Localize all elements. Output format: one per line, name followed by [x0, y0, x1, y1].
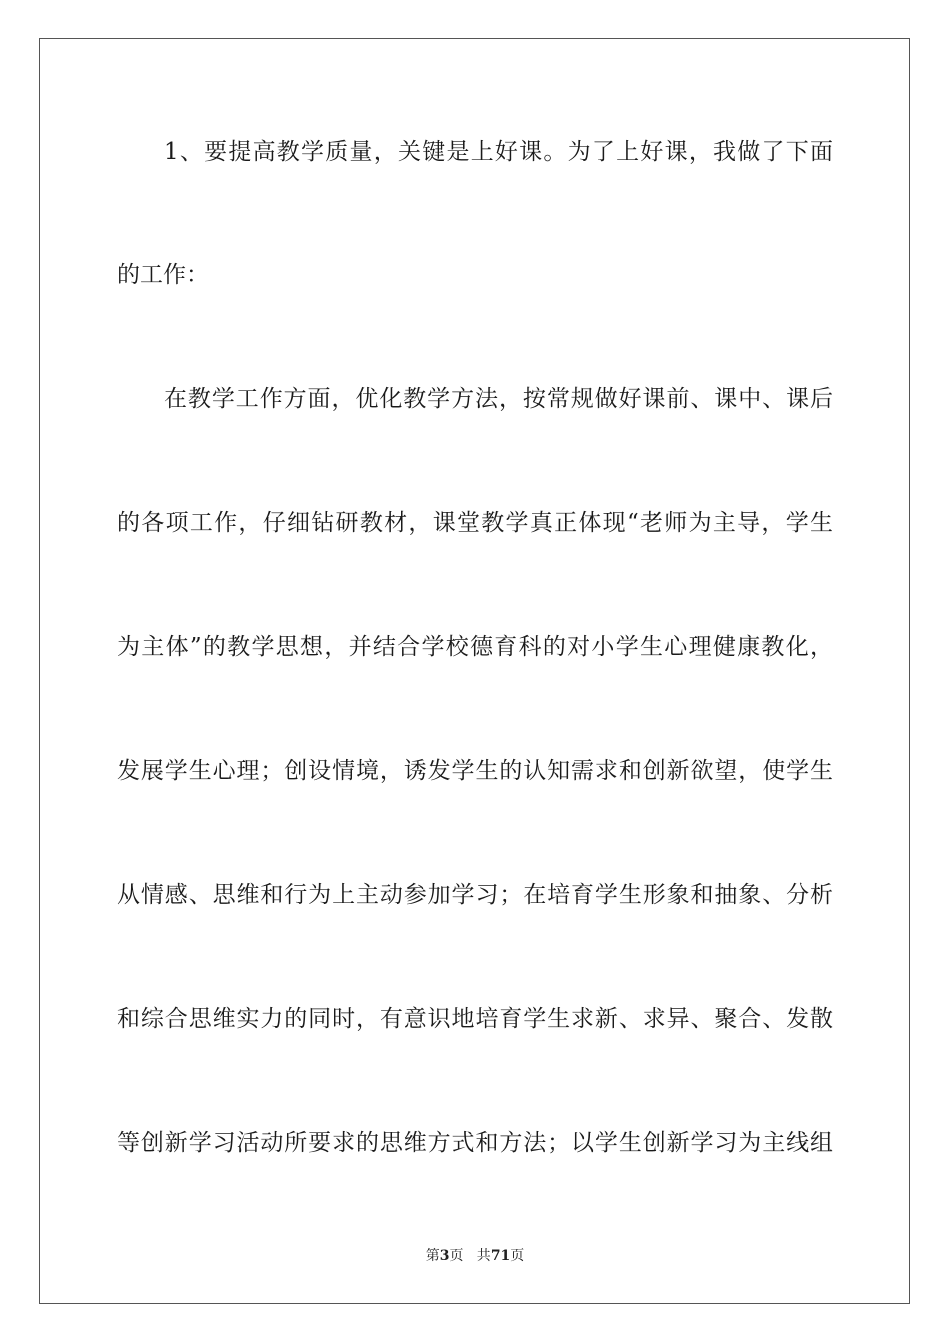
- footer-total-pages: 71: [490, 1248, 511, 1264]
- footer-page-suffix: 页: [510, 1248, 525, 1264]
- paragraph-line-5: 为主体”的教学思想，并结合学校德育科的对小学生心理健康教化，: [117, 634, 833, 660]
- paragraph-line-4: 的各项工作，仔细钻研教材，课堂教学真正体现“老师为主导，学生: [117, 510, 833, 536]
- page-footer: [0, 1246, 950, 1266]
- footer-page-prefix: 第: [425, 1248, 440, 1264]
- page-frame: [39, 38, 910, 1304]
- paragraph-line-3: 在教学工作方面，优化教学方法，按常规做好课前、课中、课后: [164, 386, 833, 412]
- footer-page-mid: 页 共: [449, 1248, 491, 1264]
- paragraph-line-9: 等创新学习活动所要求的思维方式和方法；以学生创新学习为主线组: [117, 1130, 833, 1156]
- footer-current-page: 3: [439, 1248, 450, 1264]
- paragraph-line-1: 1、要提高教学质量，关键是上好课。为了上好课，我做了下面: [164, 139, 833, 165]
- paragraph-line-7: 从情感、思维和行为上主动参加学习；在培育学生形象和抽象、分析: [117, 882, 833, 908]
- paragraph-line-6: 发展学生心理；创设情境，诱发学生的认知需求和创新欲望，使学生: [117, 758, 833, 784]
- paragraph-line-2: 的工作：: [117, 262, 209, 288]
- paragraph-line-8: 和综合思维实力的同时，有意识地培育学生求新、求异、聚合、发散: [117, 1006, 833, 1032]
